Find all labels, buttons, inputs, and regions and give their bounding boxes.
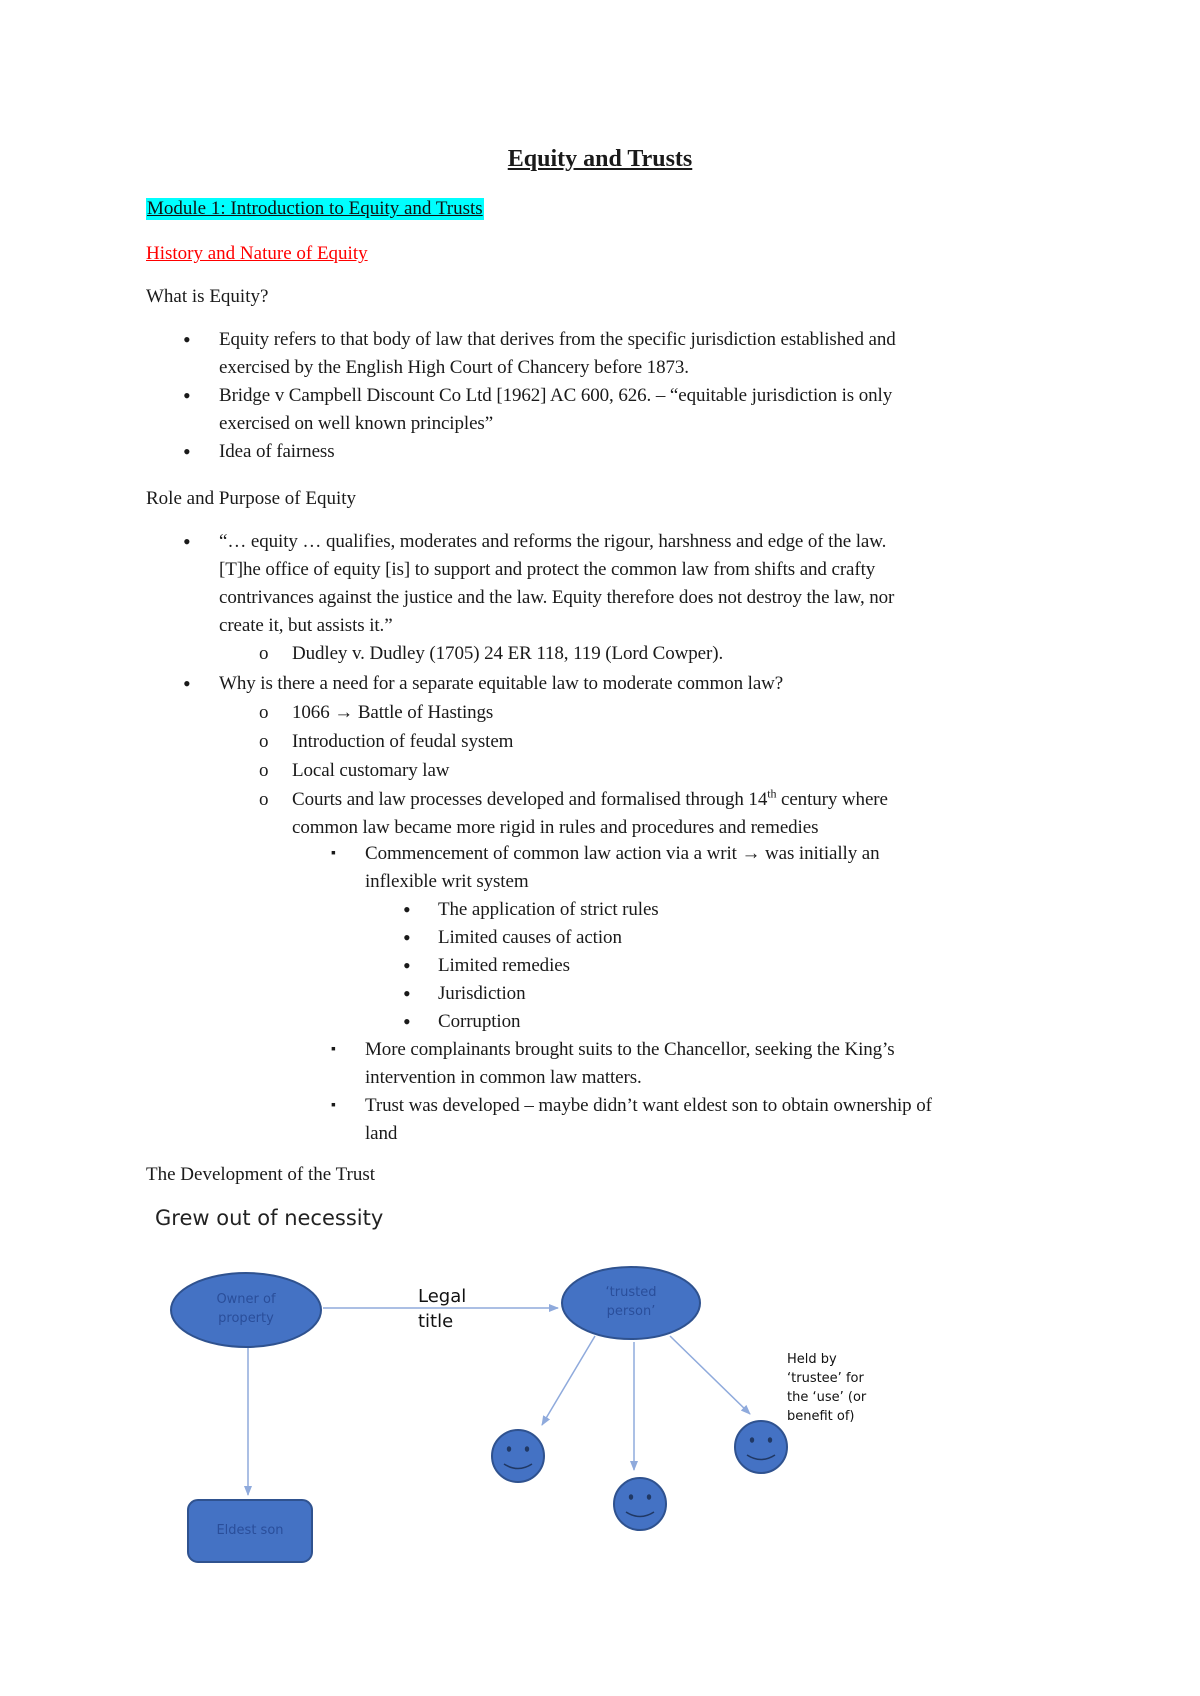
list-item: Local customary law [292, 760, 450, 781]
circle-bullet-icon: o [259, 789, 269, 810]
module-heading: Module 1: Introduction to Equity and Trusts [147, 198, 483, 219]
circle-bullet-icon: o [259, 760, 269, 781]
list-item: Introduction of feudal system [292, 731, 514, 752]
list-item: The application of strict rules [438, 899, 659, 920]
beneficiary-smiley-icon [614, 1478, 666, 1530]
list-item: Bridge v Campbell Discount Co Ltd [1962] AC 600, 626. – “equitable jurisdiction is only exercised on well known principles” [219, 385, 893, 434]
circle-bullet-icon: o [259, 702, 269, 723]
trusted-node-label: ‘trusted person’ [605, 1285, 657, 1319]
circle-bullet-icon: o [259, 643, 269, 664]
arrow-right-icon: → [334, 702, 354, 723]
bullet-icon: • [403, 897, 411, 922]
list-item: More complainants brought suits to the Chancellor, seeking the King’s intervention in common law matters. [365, 1039, 895, 1088]
beneficiary-smiley-icon [735, 1421, 787, 1473]
trust-diagram [0, 1200, 1200, 1580]
owner-node-label: Owner of property [216, 1292, 276, 1326]
square-bullet-icon: ▪ [331, 846, 336, 861]
bullet-icon: • [403, 981, 411, 1006]
quote-source: Dudley v. Dudley (1705) 24 ER 118, 119 (Lord Cowper). [292, 643, 724, 664]
circle-bullet-icon: o [259, 731, 269, 752]
what-is-equity-heading: What is Equity? [146, 286, 269, 307]
list-item: Equity refers to that body of law that derives from the specific jurisdiction established and exercised by the English High Court of Chancery before 1873. [219, 329, 896, 378]
bullet-icon: • [183, 529, 191, 554]
quote-block: “… equity … qualifies, moderates and reforms the rigour, harshness and edge of the law. [T]he office of equity [is] to support and protect the common law from shifts and crafty contrivances against the justice and the law. Equity therefore does not destroy the law, nor create it, but assists it.” [219, 531, 895, 636]
bullet-icon: • [183, 671, 191, 696]
bullet-icon: • [183, 439, 191, 464]
list-item: Courts and law processes developed and formalised through 14th century where common law became more rigid in rules and procedures and remedies [292, 786, 888, 838]
trusted-to-beneficiary-right-arrow [670, 1336, 750, 1414]
list-item: 1066 → Battle of Hastings [292, 702, 494, 723]
question-item: Why is there a need for a separate equitable law to moderate common law? [219, 673, 784, 694]
bullet-icon: • [403, 1009, 411, 1034]
diagram-title: Grew out of necessity [155, 1206, 384, 1230]
diagram-canvas [0, 1200, 1200, 1580]
list-item: Commencement of common law action via a writ → was initially an inflexible writ system [365, 843, 880, 892]
legal-title-label: Legal title [418, 1286, 467, 1332]
trusted-to-beneficiary-left-arrow [542, 1336, 595, 1425]
arrow-right-icon: → [741, 843, 761, 864]
bullet-icon: • [183, 383, 191, 408]
bullet-icon: • [183, 327, 191, 352]
development-heading: The Development of the Trust [146, 1164, 376, 1185]
eldest-node-label: Eldest son [216, 1523, 284, 1538]
role-purpose-heading: Role and Purpose of Equity [146, 488, 357, 509]
list-item: Corruption [438, 1011, 521, 1032]
list-item: Limited remedies [438, 955, 570, 976]
beneficiary-smiley-icon [492, 1430, 544, 1482]
document-title: Equity and Trusts [507, 146, 693, 172]
section-heading: History and Nature of Equity [146, 243, 368, 264]
list-item: Trust was developed – maybe didn’t want eldest son to obtain ownership of land [365, 1095, 932, 1144]
list-item: Limited causes of action [438, 927, 622, 948]
square-bullet-icon: ▪ [331, 1098, 336, 1113]
trustee-note: Held by ‘trustee’ for the ‘use’ (or benefit of) [787, 1352, 867, 1424]
square-bullet-icon: ▪ [331, 1042, 336, 1057]
bullet-icon: • [403, 953, 411, 978]
list-item: Idea of fairness [219, 441, 335, 462]
bullet-icon: • [403, 925, 411, 950]
list-item: Jurisdiction [438, 983, 526, 1004]
